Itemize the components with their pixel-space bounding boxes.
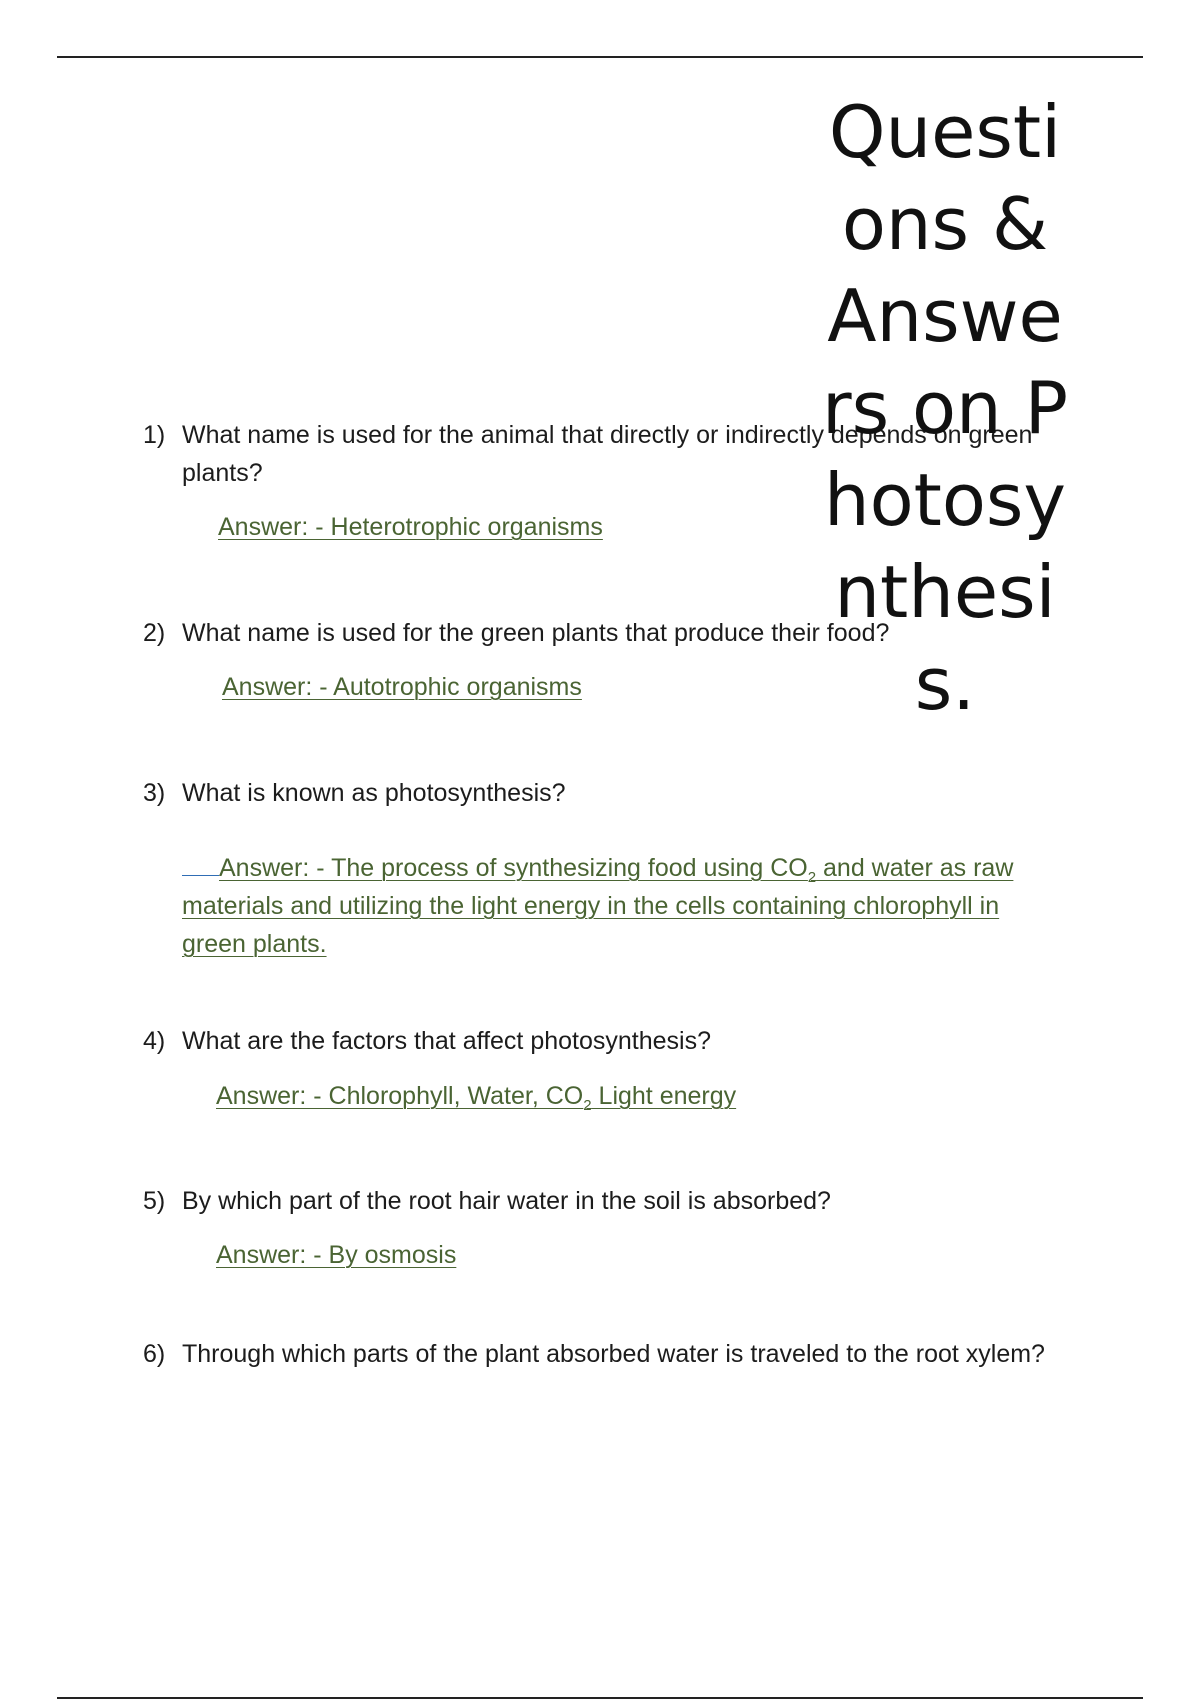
answer-3 bbox=[182, 849, 1052, 963]
top-rule bbox=[57, 56, 1143, 58]
answer-text: Light energy bbox=[591, 1082, 737, 1110]
indent-line bbox=[182, 855, 219, 876]
question-text: What name is used for the green plants that produce their food? bbox=[182, 619, 890, 647]
question-number: 4) bbox=[143, 1027, 166, 1055]
question-number: 2) bbox=[143, 619, 166, 647]
question-text: What name is used for the animal that directly or indirectly depends on green plants? bbox=[182, 421, 1033, 487]
question-4 bbox=[143, 1022, 1083, 1060]
question-text: What are the factors that affect photosynthesis? bbox=[182, 1027, 712, 1055]
answer-4 bbox=[216, 1077, 736, 1115]
answer-text: Answer: - The process of synthesizing food using CO bbox=[219, 854, 808, 882]
answer-text: and water as raw materials and utilizing the light energy in the cells containing chlorophyll in green plants. bbox=[182, 854, 1014, 958]
question-text: What is known as photosynthesis? bbox=[182, 779, 566, 807]
document-title: Questions & Answers on Photosynthesis. bbox=[822, 90, 1068, 726]
answer-1: Answer: - Heterotrophic organisms bbox=[218, 513, 603, 541]
question-5 bbox=[143, 1182, 1083, 1220]
question-text: Through which parts of the plant absorbed water is traveled to the root xylem? bbox=[182, 1340, 1045, 1368]
question-3 bbox=[143, 774, 1083, 812]
question-number: 1) bbox=[143, 421, 166, 449]
question-number: 5) bbox=[143, 1187, 166, 1215]
answer-2: Answer: - Autotrophic organisms bbox=[222, 673, 582, 701]
subscript: 2 bbox=[807, 869, 817, 886]
question-6 bbox=[143, 1335, 1083, 1373]
question-text: By which part of the root hair water in the soil is absorbed? bbox=[182, 1187, 831, 1215]
answer-text: Answer: - Chlorophyll, Water, CO bbox=[216, 1082, 584, 1110]
answer-5: Answer: - By osmosis bbox=[216, 1241, 457, 1269]
subscript: 2 bbox=[583, 1097, 592, 1114]
question-number: 3) bbox=[143, 779, 166, 807]
question-number: 6) bbox=[143, 1340, 166, 1368]
bottom-rule bbox=[57, 1697, 1143, 1699]
